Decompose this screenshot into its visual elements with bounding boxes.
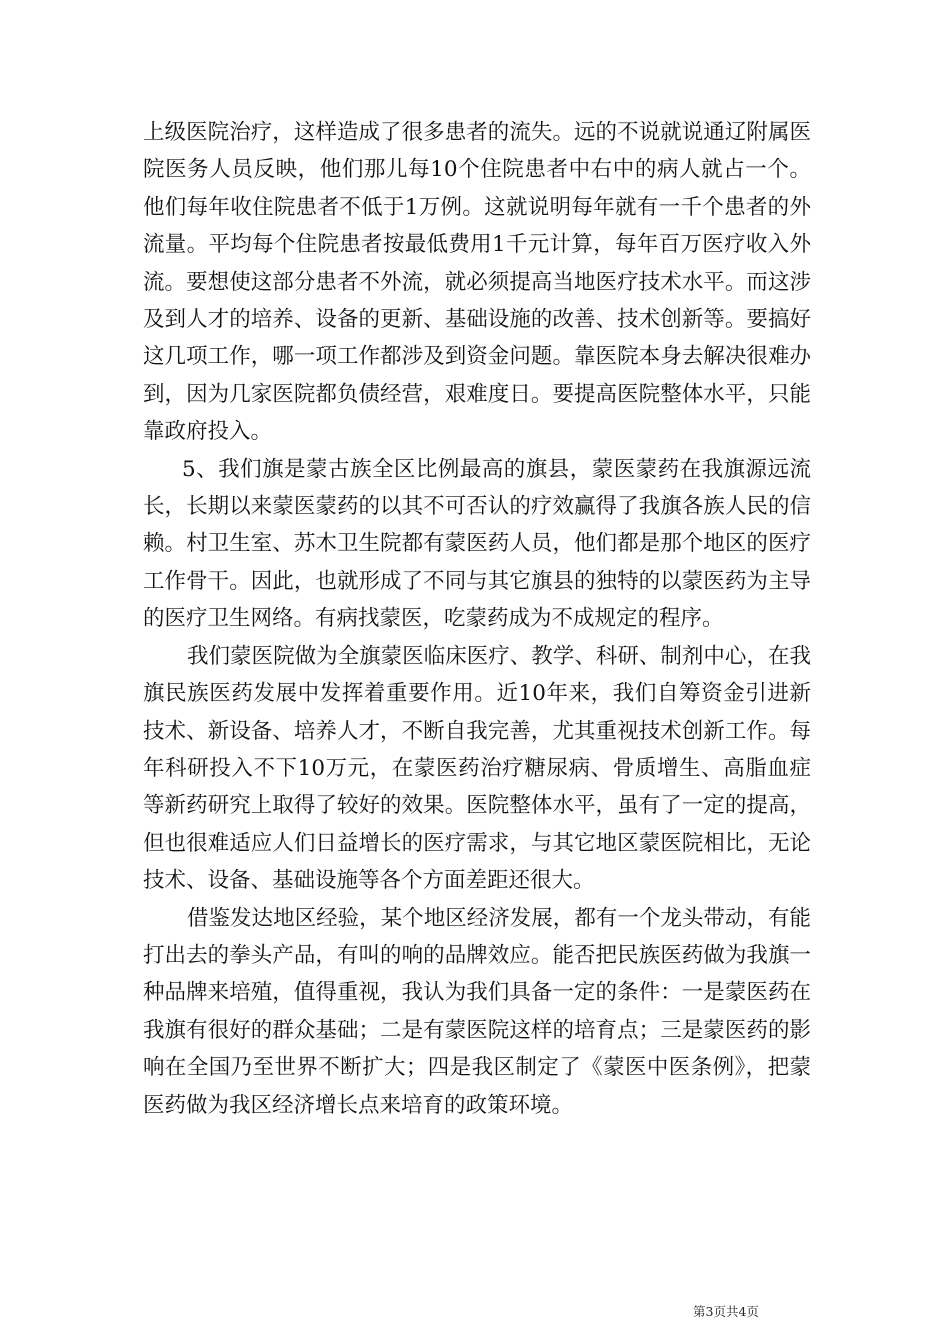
paragraph-brand-development: 借鉴发达地区经验，某个地区经济发展，都有一个龙头带动，有能打出去的拳头产品，有叫的响的品牌效应。能否把民族医药做为我旗一种品牌来培殖，值得重视，我认为我们具备一定的条件：一是蒙医药在我旗有很好的群众基础；二是有蒙医院这样的培育点；三是蒙医药的影响在全国乃至世界不断扩大；四是我区制定了《蒙医中医条例》，把蒙医药做为我区经济增长点来培育的政策环境。 [143, 905, 811, 1118]
paragraph-continued: 上级医院治疗，这样造成了很多患者的流失。远的不说就说通辽附属医院医务人员反映，他们那儿每10个住院患者中右中的病人就占一个。他们每年收住院患者不低于1万例。这就说明每年就有一千个患者的外流量。平均每个住院患者按最低费用1千元计算，每年百万医疗收入外流。要想使这部分患者不外流，就必须提高当地医疗技术水平。而这涉及到人才的培养、设备的更新、基础设施的改善、技术创新等。要搞好这几项工作，哪一项工作都涉及到资金问题。靠医院本身去解决很难办到，因为几家医院都负债经营，艰难度日。要提高医院整体水平，只能靠政府投入。 [143, 120, 811, 445]
document-body [143, 114, 811, 1124]
paragraph-mongolian-medicine-tradition: 5、我们旗是蒙古族全区比例最高的旗县，蒙医蒙药在我旗源远流长，长期以来蒙医蒙药的以其不可否认的疗效赢得了我旗各族人民的信赖。村卫生室、苏木卫生院都有蒙医药人员，他们都是那个地区的医疗工作骨干。因此，也就形成了不同与其它旗县的独特的以蒙医药为主导的医疗卫生网络。有病找蒙医，吃蒙药成为不成规定的程序。 [143, 456, 811, 632]
paragraph-hospital-role: 我们蒙医院做为全旗蒙医临床医疗、教学、科研、制剂中心，在我旗民族医药发展中发挥着重要作用。近10年来，我们自筹资金引进新技术、新设备、培养人才，不断自我完善，尤其重视技术创新工作。每年科研投入不下10万元，在蒙医药治疗糖尿病、骨质增生、高脂血症等新药研究上取得了较好的效果。医院整体水平，虽有了一定的提高，但也很难适应人们日益增长的医疗需求，与其它地区蒙医院相比，无论技术、设备、基础设施等各个方面差距还很大。 [143, 643, 811, 894]
page-number-footer: 第3页共4页 [693, 1304, 759, 1319]
